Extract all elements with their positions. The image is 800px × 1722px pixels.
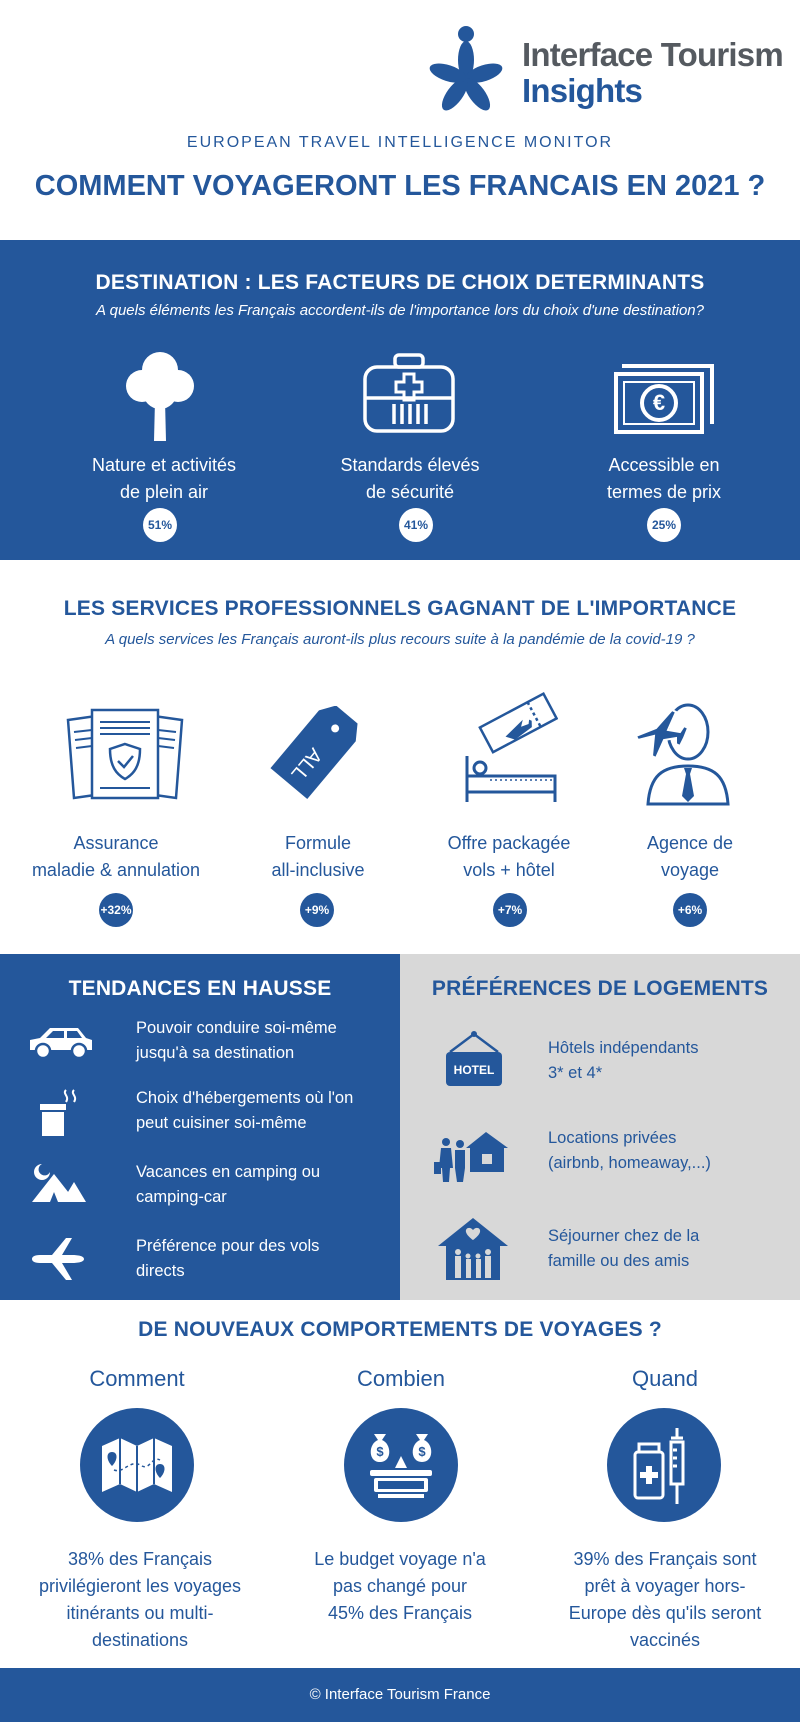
section-title: PRÉFÉRENCES DE LOGEMENTS	[431, 977, 769, 1000]
tree-icon	[122, 348, 198, 442]
camping-tent-icon	[30, 1162, 88, 1204]
section-title: LES SERVICES PROFESSIONNELS GAGNANT DE L'IMPORTANCE	[63, 597, 737, 620]
factor-label: Accessible en termes de prix	[606, 455, 722, 502]
footer	[0, 1668, 800, 1722]
trends-section	[0, 954, 400, 1300]
svg-text:€: €	[652, 390, 666, 415]
cooking-pot-icon	[36, 1088, 86, 1138]
service-value-badge: +9%	[300, 893, 334, 927]
section-subtitle: A quels services les Français auront-ils plus recours suite à la pandémie de la covid-19 ?	[105, 631, 695, 648]
svg-text:$: $	[376, 1444, 384, 1459]
service-value-badge: +32%	[99, 893, 133, 927]
section-title: DESTINATION : LES FACTEURS DE CHOIX DETERMINANTS	[95, 271, 705, 294]
factor-value-badge: 51%	[143, 508, 177, 542]
behaviours-section	[0, 1300, 800, 1668]
section-subtitle: A quels éléments les Français accordent-ils de l'importance lors du choix d'une destination?	[96, 302, 704, 319]
flight-hotel-package-icon	[462, 684, 558, 804]
header	[0, 0, 800, 240]
logo-text-line2: Insights	[522, 72, 643, 109]
behaviour-text: 39% des Français sont prêt à voyager hors- Europe dès qu'ils seront vaccinés	[568, 1549, 762, 1650]
factor-value-badge: 41%	[399, 508, 433, 542]
trend-text: Vacances en camping ou camping-car	[136, 1163, 321, 1206]
behaviour-heading: Combien	[356, 1366, 446, 1391]
behaviour-heading: Comment	[89, 1366, 185, 1391]
first-aid-kit-icon	[362, 352, 456, 436]
svg-text:ALL: ALL	[286, 743, 327, 786]
map-icon	[80, 1408, 194, 1522]
page-title: COMMENT VOYAGERONT LES FRANCAIS EN 2021 ?	[34, 170, 766, 202]
travel-agent-icon	[634, 696, 734, 806]
hotel-sign-icon	[442, 1030, 506, 1090]
behaviour-text: Le budget voyage n'a pas changé pour 45% des Français	[314, 1549, 486, 1623]
behaviour-heading: Quand	[631, 1366, 699, 1391]
trend-text: Choix d'hébergements où l'on peut cuisiner soi-même	[136, 1089, 354, 1132]
factor-label: Standards élevés de sécurité	[340, 455, 480, 502]
service-label: Assurance maladie & annulation	[31, 833, 201, 880]
logo-text-line1: Interface Tourism	[522, 36, 783, 73]
svg-text:HOTEL: HOTEL	[453, 1063, 495, 1077]
behaviour-text: 38% des Français privilégieront les voyages itinérants ou multi- destinations	[38, 1549, 242, 1650]
insurance-document-icon	[62, 706, 188, 802]
trend-text: Préférence pour des vols directs	[136, 1237, 320, 1280]
footer-copyright: © Interface Tourism France	[309, 1686, 491, 1703]
services-section	[0, 560, 800, 954]
service-label: Agence de voyage	[646, 833, 734, 880]
airplane-icon	[30, 1236, 86, 1282]
car-icon	[26, 1026, 96, 1060]
service-value-badge: +7%	[493, 893, 527, 927]
service-label: Formule all-inclusive	[271, 833, 365, 880]
logo-mark-icon	[428, 24, 504, 118]
money-scale-icon	[344, 1408, 458, 1522]
service-label: Offre packagée vols + hôtel	[447, 833, 571, 880]
svg-text:$: $	[418, 1444, 426, 1459]
section-title: TENDANCES EN HAUSSE	[68, 977, 332, 1000]
rental-house-icon	[432, 1128, 512, 1184]
euro-banknote-icon	[612, 362, 716, 436]
lodging-text: Locations privées (airbnb, homeaway,...)	[548, 1129, 711, 1172]
service-value-badge: +6%	[673, 893, 707, 927]
factor-value-badge: 25%	[647, 508, 681, 542]
lodging-text: Séjourner chez de la famille ou des amis	[548, 1227, 700, 1270]
vaccine-icon	[607, 1408, 721, 1522]
lodging-section	[400, 954, 800, 1300]
lodging-text: Hôtels indépendants 3* et 4*	[548, 1039, 699, 1082]
kicker: EUROPEAN TRAVEL INTELLIGENCE MONITOR	[186, 134, 614, 151]
trend-text: Pouvoir conduire soi-même jusqu'à sa destination	[136, 1019, 337, 1062]
section-title: DE NOUVEAUX COMPORTEMENTS DE VOYAGES ?	[138, 1318, 662, 1341]
family-house-icon	[436, 1216, 510, 1282]
all-inclusive-tag-icon	[262, 706, 362, 806]
destination-section	[0, 240, 800, 560]
factor-label: Nature et activités de plein air	[91, 455, 237, 502]
